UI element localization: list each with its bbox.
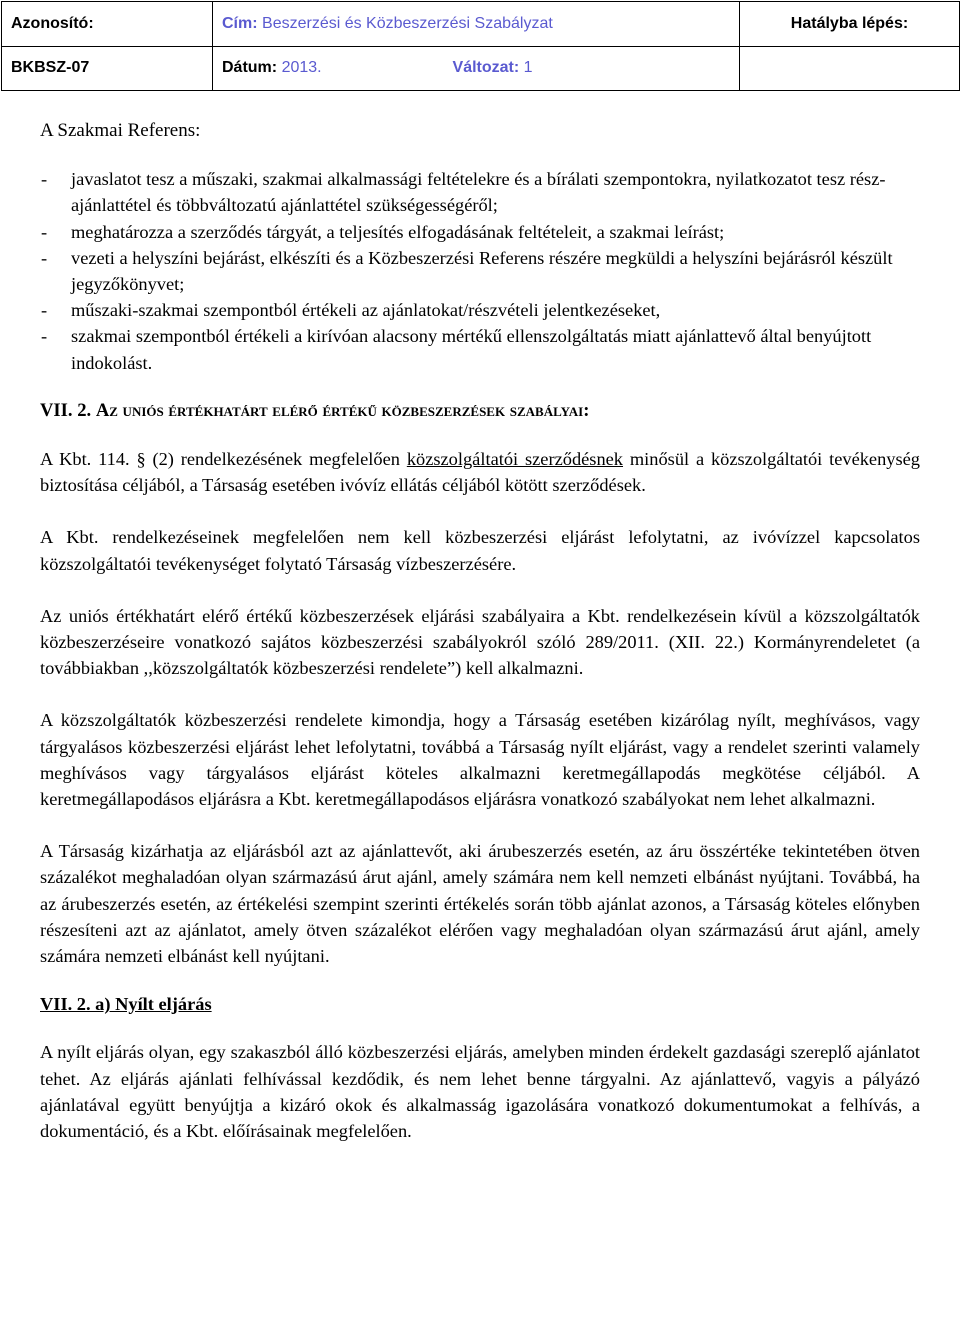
- referens-heading: A Szakmai Referens:: [40, 120, 201, 141]
- date-value: 2013.: [281, 59, 322, 77]
- document-title: Beszerzési és Közbeszerzési Szabályzat: [262, 14, 553, 32]
- id-label: Azonosító:: [2, 2, 213, 47]
- list-item-text: szakmai szempontból értékeli a kirívóan alacsony mértékű ellenszolgáltatás miatt ajánlattevő által benyújtott indokolást.: [71, 326, 872, 373]
- list-item-text: javaslatot tesz a műszaki, szakmai alkalmassági feltételekre és a bírálati szempontokra, nyilatkozatot tesz rész-ajánlattétel és többváltozatú ajánlattétel szükségességéről;: [71, 169, 886, 216]
- title-label: Cím:: [222, 14, 258, 32]
- paragraph-text: minősül a közszolgáltatói tevékenység biztosítása céljából, a Társaság esetében ivóvíz ellátás céljából kötött szerződések.: [40, 449, 921, 496]
- bullet-dash: -: [41, 300, 48, 321]
- id-value: BKBSZ-07: [2, 46, 213, 91]
- effective-label: Hatályba lépés:: [740, 2, 960, 47]
- version-value: 1: [523, 59, 533, 77]
- title-cell: [213, 2, 740, 47]
- bullet-dash: -: [41, 221, 48, 242]
- header-table: [1, 1, 960, 91]
- defined-term: közszolgáltatói szerződésnek: [406, 449, 624, 470]
- list-item: [40, 166, 920, 218]
- effective-value: [740, 46, 960, 91]
- bullet-dash: -: [41, 326, 48, 347]
- paragraph: A közszolgáltatók közbeszerzési rendelete kimondja, hogy a Társaság esetében kizárólag nyílt, meghívásos, vagy tárgyalásos közbeszerzési eljárást lehet lefolytatni, továbbá a Társaság nyílt eljárást, vagy a rendelet szerinti valamely meghívásos vagy tárgyalásos eljárást köteles alkalmazni keretmegállapodás megkötése céljából. A keretmegállapodásos eljárásra a Kbt. keretmegállapodásos eljárásra vonatkozó szabályokat nem lehet alkalmazni.: [40, 710, 920, 810]
- section-number: VII. 2.: [40, 399, 92, 421]
- list-item: [40, 297, 920, 323]
- document-header: [1, 1, 959, 91]
- bullet-dash: -: [41, 247, 48, 268]
- paragraph: Az uniós értékhatárt elérő értékű közbeszerzések eljárási szabályaira a Kbt. rendelkezésein kívül a közszolgáltatók közbeszerzéseire vonatkozó sajátos közbeszerzési szabályokról szóló 289/2011. (XII. 22.) Kormányrendeletet (a továbbiakban ,,közszolgáltatók közbeszerzési rendelete”) kell alkalmazni.: [40, 605, 920, 679]
- list-item: [40, 323, 920, 375]
- version-label: Változat:: [452, 59, 520, 77]
- section-heading: [40, 398, 920, 424]
- date-version-cell: [213, 46, 740, 91]
- list-item-text: műszaki-szakmai szempontból értékeli az ajánlatokat/részvételi jelentkezéseket,: [71, 300, 661, 321]
- list-item-text: vezeti a helyszíni bejárást, elkészíti és a Közbeszerzési Referens részére megküldi a helyszíni bejárásról készült jegyzőkönyvet;: [71, 247, 893, 295]
- paragraph: A nyílt eljárás olyan, egy szakaszból álló közbeszerzési eljárás, amelyben minden érdekelt gazdasági szereplő ajánlatot tehet. Az eljárás ajánlati felhívással kezdődik, és nem lehet benne tárgyalni. Az ajánlattevő, vagyis a pályázó ajánlatával együtt benyújtja a kizáró okok és alkalmasság igazolására vonatkozó dokumentumokat a felhívás, a dokumentáció, és a Kbt. előírásainak megfelelően.: [40, 1042, 920, 1142]
- subsection-heading: VII. 2. a) Nyílt eljárás: [40, 994, 212, 1015]
- paragraph-text: A Kbt. 114. § (2) rendelkezésének megfelelően: [40, 449, 400, 470]
- list-item-text: meghatározza a szerződés tárgyát, a teljesítés elfogadásának feltételeit, a szakmai leírást;: [71, 221, 725, 242]
- paragraph: A Társaság kizárhatja az eljárásból azt az ajánlattevőt, aki árubeszerzés esetén, az áru összértéke tekintetében ötven százalékot meghaladóan olyan származású árut ajánl, amely számára nem kell nemzeti elbánást nyújtani. Továbbá, ha az árubeszerzés esetén, az értékelési szempint szerinti értékelés során több ajánlat azonos, a Társaság köteles előnyben részesíteni azt az ajánlatot, amely ötven százalékot elérően vagy meghaladóan olyan származású árut ajánl, amely számára nemzeti elbánást kell nyújtani.: [40, 841, 920, 967]
- paragraph: A Kbt. rendelkezéseinek megfelelően nem kell közbeszerzési eljárást lefolytatni, az ivóvízzel kapcsolatos közszolgáltatói tevékenységet folytató Társaság vízbeszerzésére.: [40, 527, 920, 574]
- date-label: Dátum:: [222, 59, 278, 77]
- section-title: Az uniós értékhatárt elérő értékű közbeszerzések szabályai:: [95, 399, 590, 421]
- list-item: [40, 245, 920, 297]
- document-body: [40, 118, 920, 1144]
- list-item: [40, 219, 920, 245]
- paragraph: [40, 446, 920, 498]
- bullet-dash: -: [41, 169, 48, 190]
